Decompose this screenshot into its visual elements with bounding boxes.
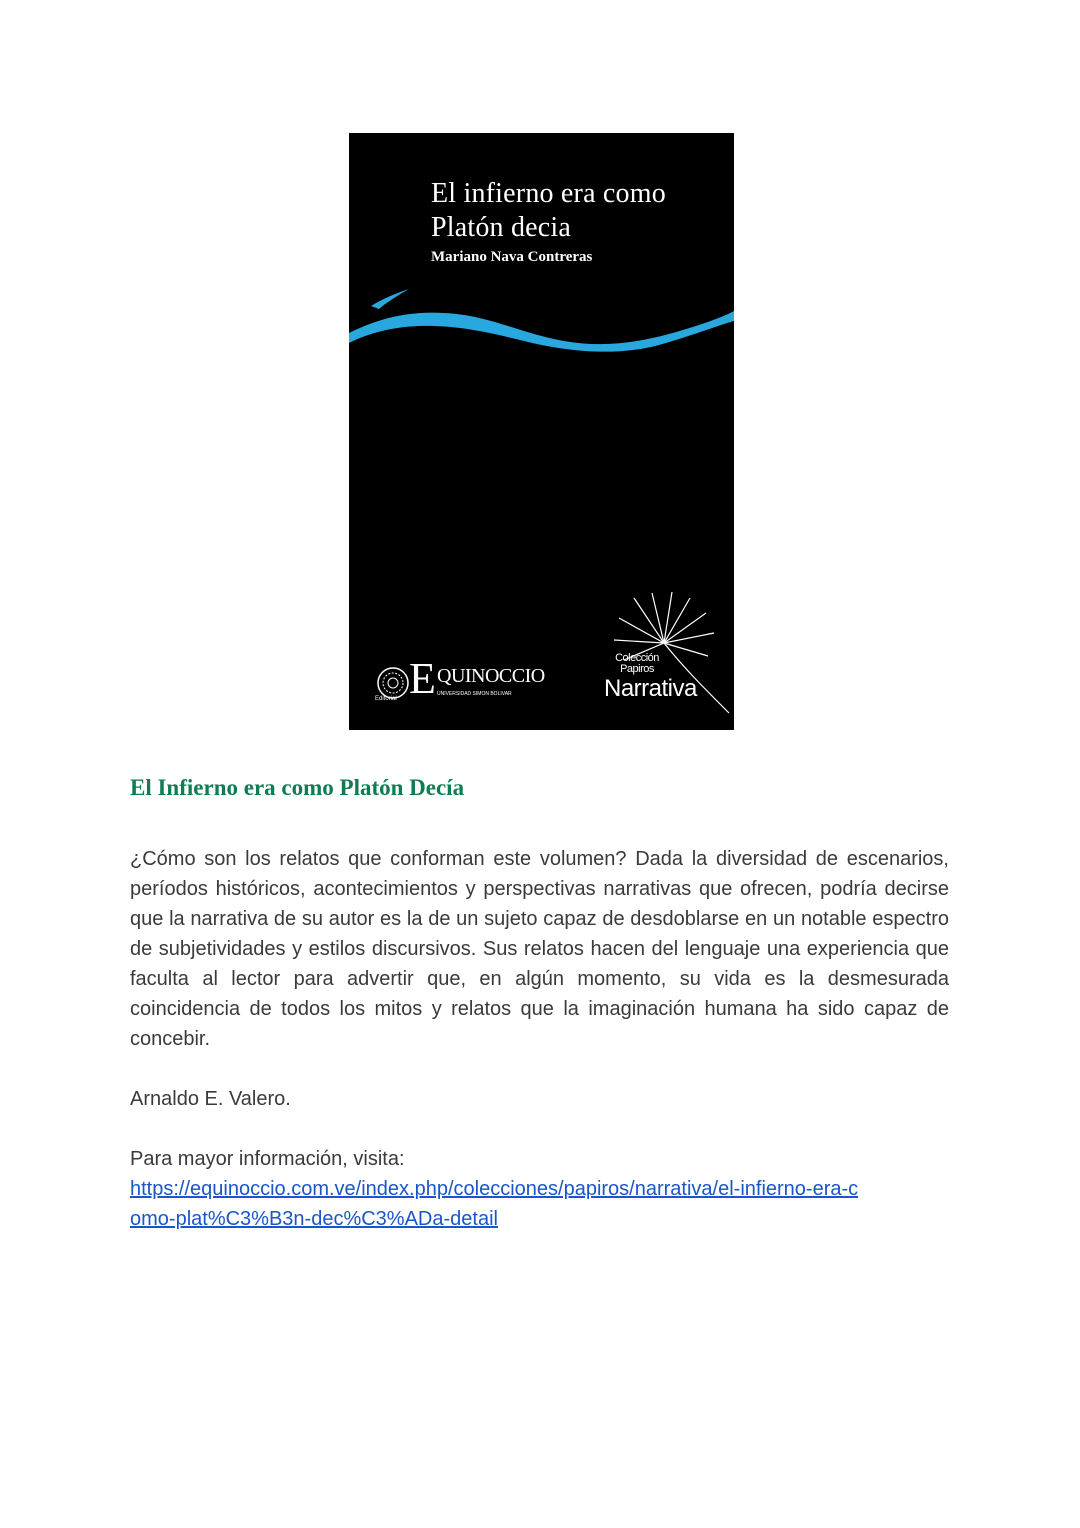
book-title-heading: El Infierno era como Platón Decía <box>130 775 465 800</box>
book-cover-image <box>349 133 734 730</box>
collection-label-line-1: Colección <box>615 652 659 664</box>
collection-label <box>607 653 667 675</box>
cover-title-line-1: El infierno era como <box>431 178 666 209</box>
book-detail-link[interactable] <box>130 1174 950 1234</box>
link-text-line-2[interactable]: omo-plat%C3%B3n-dec%C3%ADa-detail <box>130 1208 498 1230</box>
review-signature: Arnaldo E. Valero. <box>130 1088 291 1110</box>
link-text-line-1[interactable]: https://equinoccio.com.ve/index.php/colecciones/papiros/narrativa/el-infierno-era-c <box>130 1178 859 1200</box>
cover-author: Mariano Nava Contreras <box>431 249 593 265</box>
publisher-initial: E <box>409 654 436 703</box>
publisher-logo <box>375 654 545 703</box>
cover-title-line-2: Platón decia <box>431 212 572 243</box>
collection-name: Narrativa <box>604 675 697 702</box>
cover-title <box>431 177 666 245</box>
publisher-subtitle: UNIVERSIDAD SIMÓN BOLÍVAR <box>437 691 512 697</box>
book-description: ¿Cómo son los relatos que conforman este volumen? Dada la diversidad de escenarios, períodos históricos, acontecimientos y perspectivas narrativas que ofrecen, podría decirse que la narrativa de su autor es la de un sujeto capaz de desdoblarse en un notable espectro de subjetividades y estilos discursivos. Sus relatos hacen del lenguaje una experiencia que faculta al lector para advertir que, en algún momento, su vida es la desmesurada coincidencia de todos los mitos y relatos que la imaginación humana ha sido capaz de concebir. <box>130 848 949 1050</box>
publisher-name: QUINOCCIO <box>437 665 545 687</box>
more-info-label: Para mayor información, visita: <box>130 1148 405 1170</box>
blue-wave-graphic <box>349 263 734 353</box>
collection-label-line-2: Papiros <box>620 663 654 675</box>
publisher-editorial-label: Editorial <box>375 696 397 702</box>
